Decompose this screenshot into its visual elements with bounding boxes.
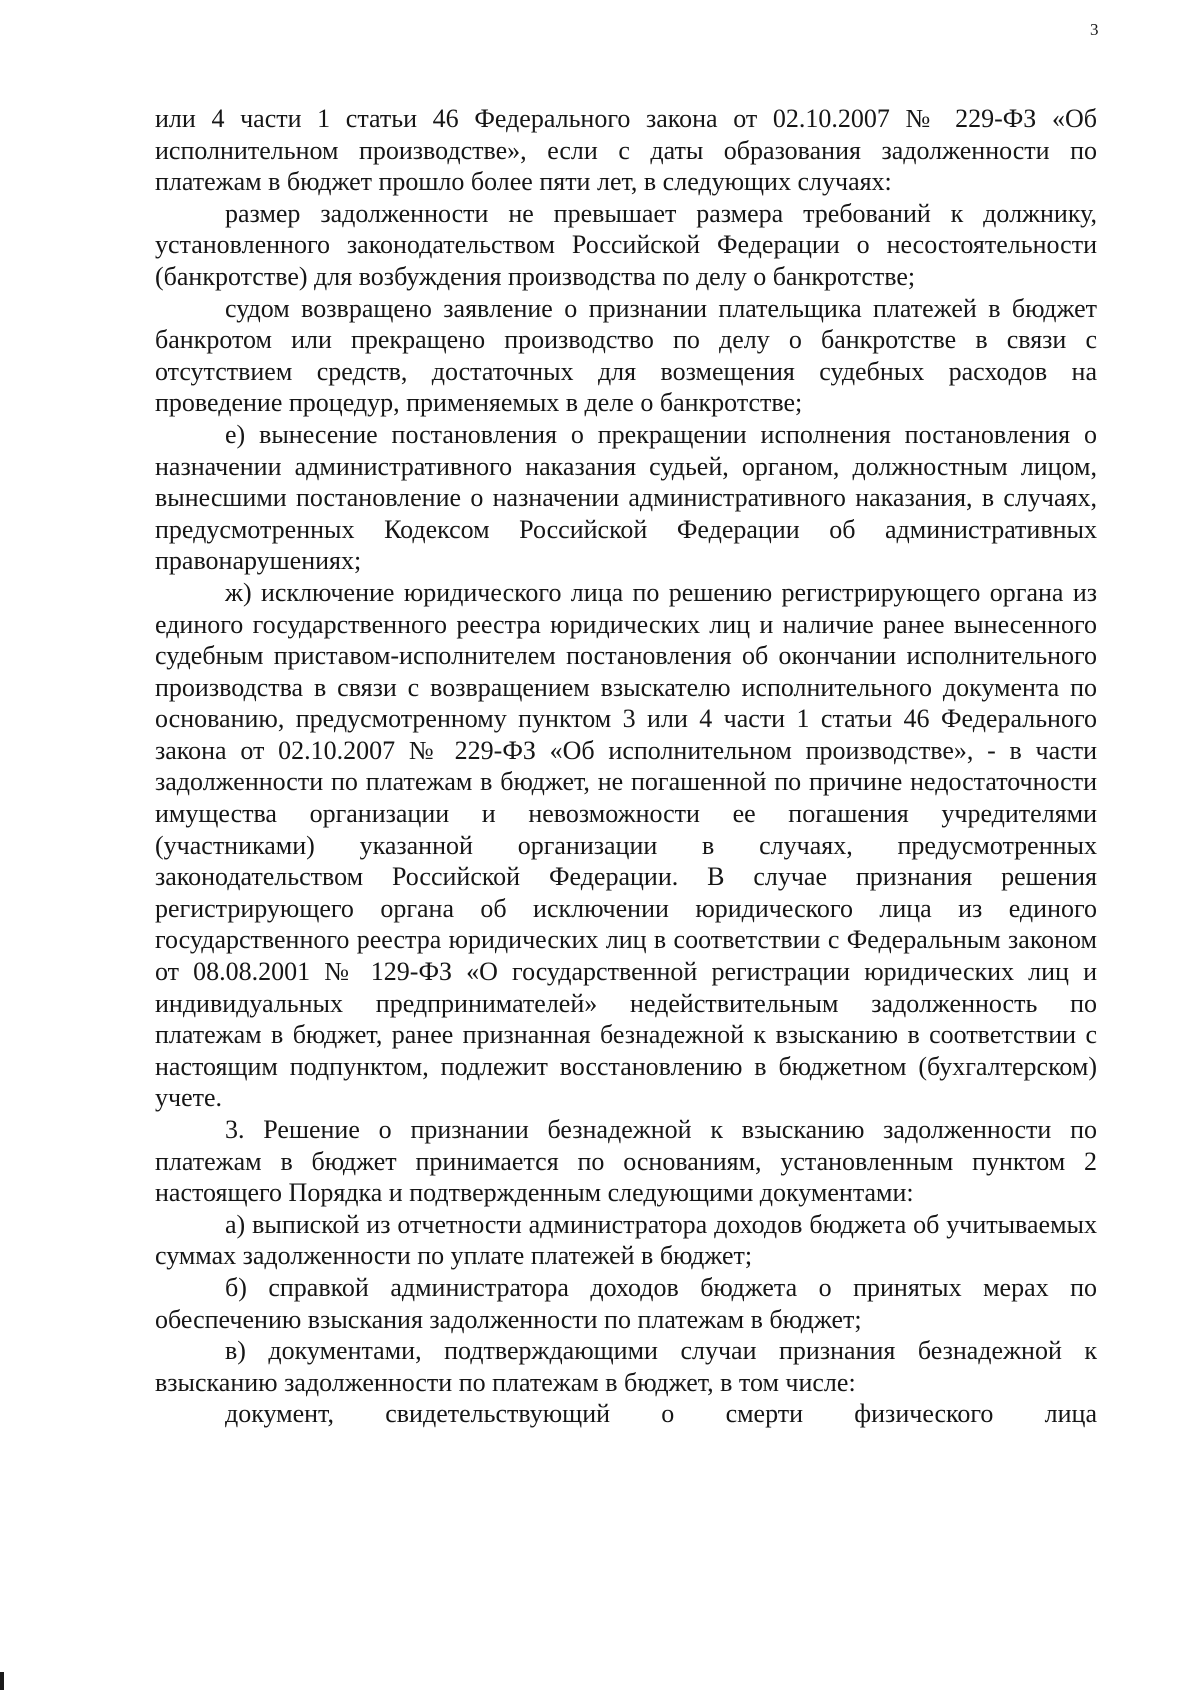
- paragraph-debt-size: размер задолженности не превышает размера требований к должнику, установленного законодательством Российской Федерации о несостоятельности (банкротстве) для возбуждения производства по делу о банкротстве;: [155, 198, 1097, 291]
- document-body: [155, 103, 1097, 1430]
- scan-edge-mark: [0, 1672, 4, 1690]
- paragraph-item-b: б) справкой администратора доходов бюджета о принятых мерах по обеспечению взыскания задолженности по платежам в бюджет;: [155, 1272, 1097, 1334]
- paragraph-court-returned: судом возвращено заявление о признании плательщика платежей в бюджет банкротом или прекращено производство по делу о банкротстве в связи с отсутствием средств, достаточных для возмещения судебных расходов на проведение процедур, применяемых в деле о банкротстве;: [155, 293, 1097, 418]
- paragraph-item-e: е) вынесение постановления о прекращении исполнения постановления о назначении административного наказания судьей, органом, должностным лицом, вынесшими постановление о назначении административного наказания, в случаях, предусмотренных Кодексом Российской Федерации об административных правонарушениях;: [155, 419, 1097, 576]
- paragraph-item-zh: ж) исключение юридического лица по решению регистрирующего органа из единого государственного реестра юридических лиц и наличие ранее вынесенного судебным приставом-исполнителем постановления об окончании исполнительного производства в связи с возвращением взыскателю исполнительного документа по основанию, предусмотренному пунктом 3 или 4 части 1 статьи 46 Федерального закона от 02.10.2007 № 229-ФЗ «Об исполнительном производстве», - в части задолженности по платежам в бюджет, не погашенной по причине недостаточности имущества организации и невозможности ее погашения учредителями (участниками) указанной организации в случаях, предусмотренных законодательством Российской Федерации. В случае признания решения регистрирующего органа об исключении юридического лица из единого государственного реестра юридических лиц в соответствии с Федеральным законом от 08.08.2001 № 129-ФЗ «О государственной регистрации юридических лиц и индивидуальных предпринимателей» недействительным задолженность по платежам в бюджет, ранее признанная безнадежной к взысканию в соответствии с настоящим подпунктом, подлежит восстановлению в бюджетном (бухгалтерском) учете.: [155, 577, 1097, 1113]
- paragraph-item-a: а) выпиской из отчетности администратора доходов бюджета об учитываемых суммах задолженности по уплате платежей в бюджет;: [155, 1209, 1097, 1271]
- paragraph-continuation: или 4 части 1 статьи 46 Федерального закона от 02.10.2007 № 229-ФЗ «Об исполнительном производстве», если с даты образования задолженности по платежам в бюджет прошло более пяти лет, в следующих случаях:: [155, 104, 1097, 197]
- paragraph-death-document: документ, свидетельствующий о смерти физического лица: [225, 1399, 1097, 1429]
- paragraph-item-v: в) документами, подтверждающими случаи признания безнадежной к взысканию задолженности по платежам в бюджет, в том числе:: [155, 1336, 1097, 1397]
- paragraph-section-3: 3. Решение о признании безнадежной к взысканию задолженности по платежам в бюджет принимается по основаниям, установленным пунктом 2 настоящего Порядка и подтвержденным следующими документами:: [155, 1115, 1097, 1208]
- page-number: 3: [1090, 20, 1099, 39]
